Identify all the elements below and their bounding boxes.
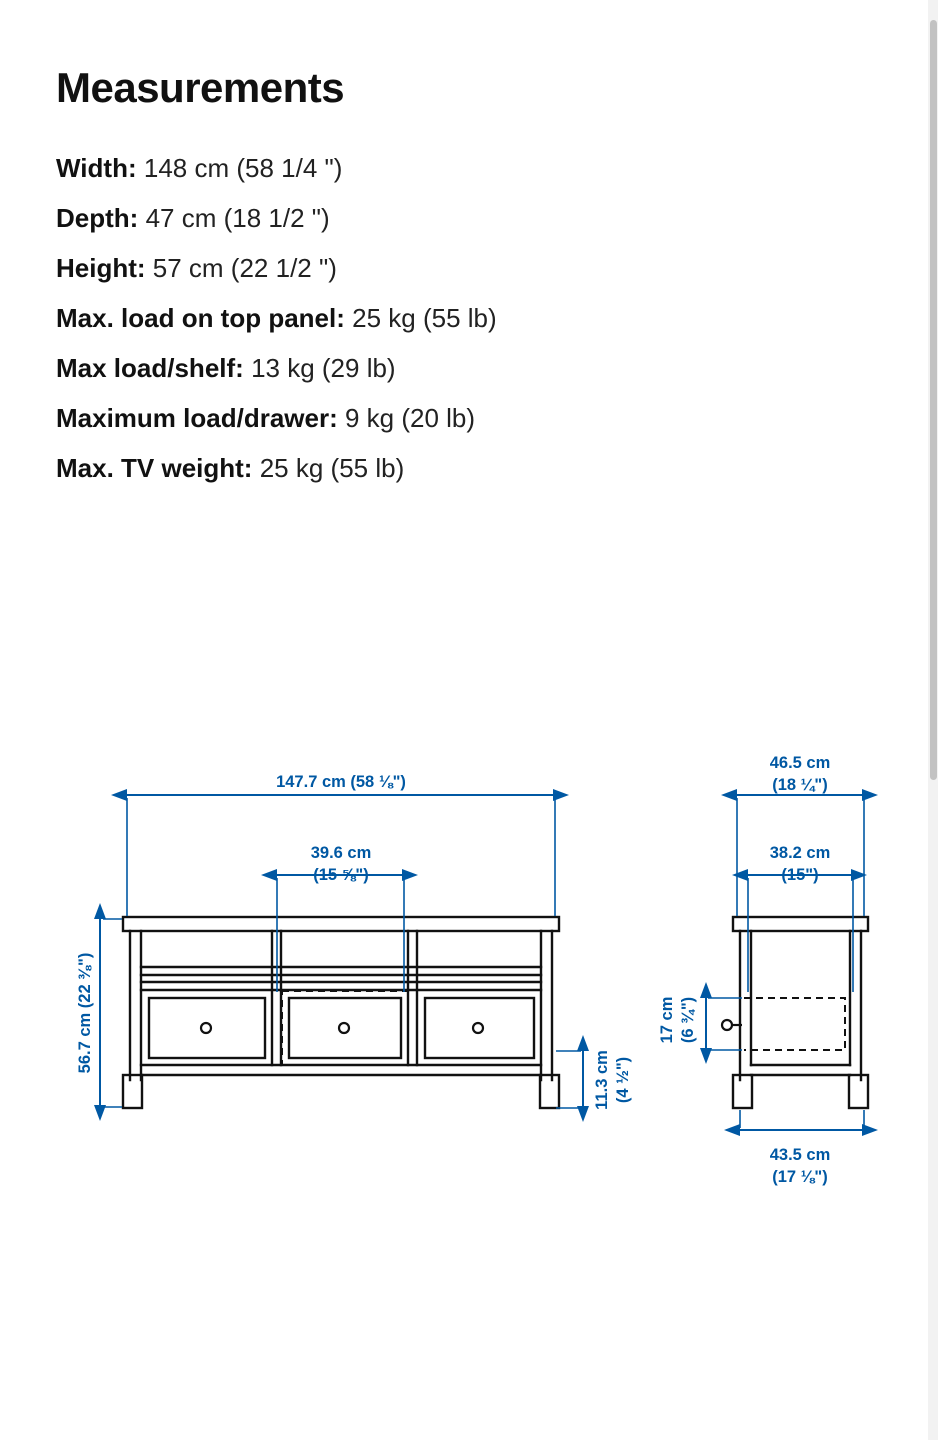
dim-label-base-depth: 43.5 cm <box>769 1146 831 1164</box>
dim-label-total-width: 147.7 cm (58 ⅛") <box>276 773 406 791</box>
dim-label-depth-total-imperial: (18 ¼") <box>772 776 828 794</box>
side-view-drawer-outline <box>744 998 845 1050</box>
dim-label-leg-clearance-imperial: (4 ½") <box>614 1056 632 1104</box>
list-item <box>56 243 876 293</box>
dimension-drawing <box>0 720 938 1240</box>
dim-label-depth-total: 46.5 cm <box>769 754 831 772</box>
scrollbar-track[interactable] <box>928 0 938 1440</box>
spec-label: Maximum load/drawer: <box>56 403 338 433</box>
front-view-drawing <box>123 917 559 1108</box>
spec-value: 47 cm (18 1/2 ") <box>145 203 330 233</box>
dim-label-drawer-height: 17 cm <box>658 996 676 1044</box>
spec-value: 9 kg (20 lb) <box>344 403 476 433</box>
spec-label: Width: <box>56 153 137 183</box>
side-view-drawing <box>733 917 868 1108</box>
dim-label-depth-inner: 38.2 cm <box>769 844 831 862</box>
spec-value: 13 kg (29 lb) <box>251 353 396 383</box>
scrollbar-thumb[interactable] <box>930 20 937 780</box>
dim-label-drawer-width-imperial: (15 ⅝") <box>313 866 369 884</box>
list-item <box>56 143 876 193</box>
drawer-knob <box>201 1023 483 1033</box>
dim-label-drawer-height-imperial: (6 ¾") <box>679 996 697 1044</box>
spec-label: Max load/shelf: <box>56 353 244 383</box>
spec-label: Height: <box>56 253 146 283</box>
spec-value: 57 cm (22 1/2 ") <box>152 253 337 283</box>
list-item <box>56 443 876 493</box>
dim-label-drawer-width: 39.6 cm <box>310 844 372 862</box>
dim-label-height: 56.7 cm (22 ⅜") <box>76 952 94 1074</box>
list-item <box>56 343 876 393</box>
dim-label-base-depth-imperial: (17 ⅛") <box>772 1168 828 1186</box>
list-item <box>56 293 876 343</box>
spec-label: Max. TV weight: <box>56 453 253 483</box>
spec-label: Depth: <box>56 203 139 233</box>
spec-label: Max. load on top panel: <box>56 303 345 333</box>
list-item <box>56 393 876 443</box>
spec-value: 25 kg (55 lb) <box>352 303 497 333</box>
spec-value: 25 kg (55 lb) <box>259 453 405 483</box>
list-item <box>56 193 876 243</box>
spec-value: 148 cm (58 1/4 ") <box>143 153 343 183</box>
dim-label-leg-clearance: 11.3 cm <box>593 1050 611 1110</box>
dim-label-depth-inner-imperial: (15") <box>781 866 819 884</box>
page-title: Measurements <box>56 64 345 112</box>
measurements-list <box>56 143 876 493</box>
